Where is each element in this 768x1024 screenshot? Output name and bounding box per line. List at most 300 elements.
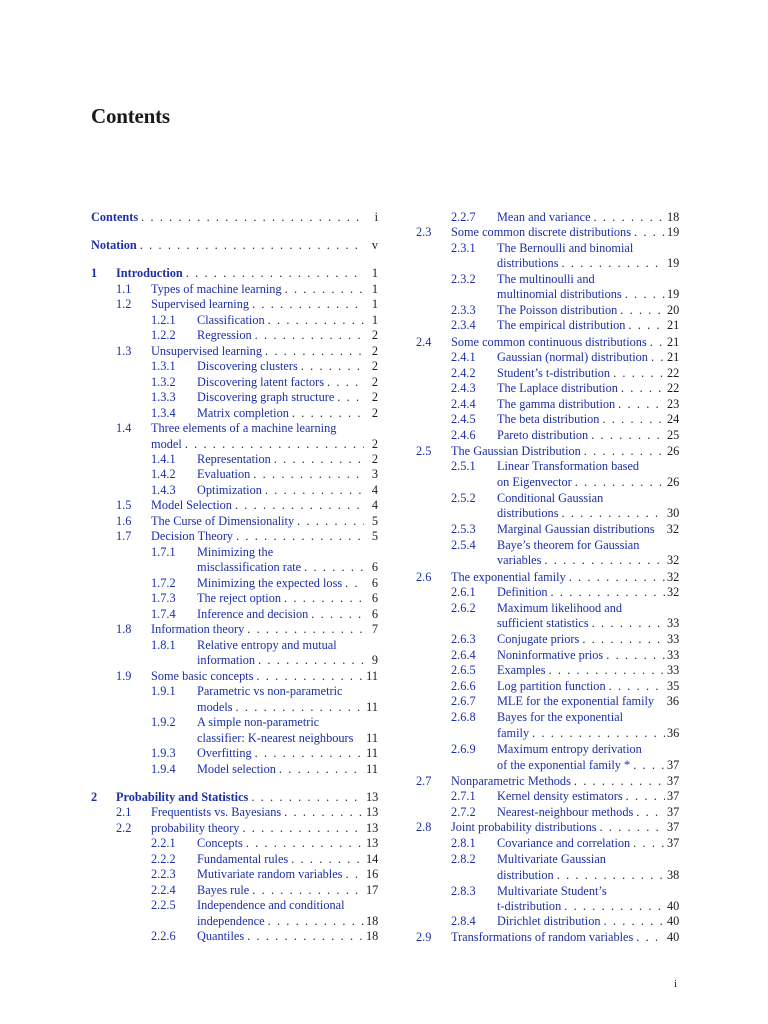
toc-entry[interactable]: [451, 819, 679, 835]
toc-entry-page[interactable]: 32: [666, 522, 679, 536]
toc-entry[interactable]: [497, 380, 679, 396]
toc-entry[interactable]: [497, 600, 679, 616]
toc-entry-title[interactable]: Noninformative prios: [497, 648, 604, 662]
toc-entry-title[interactable]: Supervised learning: [151, 297, 250, 311]
toc-entry-page[interactable]: 32: [667, 553, 679, 567]
toc-entry[interactable]: [497, 741, 679, 757]
toc-entry[interactable]: [497, 631, 679, 647]
toc-entry-number[interactable]: 1.2: [116, 297, 132, 311]
toc-entry-title[interactable]: Frequentists vs. Bayesians: [151, 805, 282, 819]
toc-entry-number[interactable]: 2.5.4: [451, 538, 476, 552]
toc-entry-number[interactable]: 2.7.2: [451, 805, 476, 819]
toc-entry-title[interactable]: probability theory: [151, 821, 240, 835]
toc-entry[interactable]: [497, 835, 679, 851]
toc-entry[interactable]: [497, 913, 679, 929]
toc-entry-number[interactable]: 2.6.1: [451, 585, 476, 599]
toc-entry[interactable]: [497, 365, 679, 381]
toc-entry-number[interactable]: 2.4.2: [451, 366, 476, 380]
toc-entry-number[interactable]: 2.8.3: [451, 884, 476, 898]
toc-entry-title[interactable]: Parametric vs non-parametric: [197, 684, 343, 698]
toc-entry[interactable]: [497, 757, 679, 773]
toc-entry-number[interactable]: 2.5: [416, 444, 432, 458]
toc-entry-page[interactable]: [665, 490, 679, 506]
toc-entry-page[interactable]: 33: [667, 663, 679, 677]
toc-entry-page[interactable]: 6: [371, 576, 378, 590]
toc-entry-page[interactable]: 1: [371, 313, 378, 327]
toc-entry[interactable]: [497, 584, 679, 600]
toc-entry-page[interactable]: 37: [667, 758, 679, 772]
toc-entry-page[interactable]: i: [374, 210, 378, 224]
toc-entry-number[interactable]: 2.5.1: [451, 459, 476, 473]
toc-entry-page[interactable]: [665, 537, 679, 553]
toc-entry-number[interactable]: 2: [91, 790, 98, 804]
toc-entry-page[interactable]: 17: [366, 883, 378, 897]
toc-entry-page[interactable]: 32: [667, 585, 679, 599]
toc-entry-number[interactable]: 2.3.3: [451, 303, 476, 317]
toc-entry-page[interactable]: 33: [667, 632, 679, 646]
toc-entry-page[interactable]: [665, 240, 679, 256]
toc-entry-title[interactable]: of the exponential family *: [497, 758, 631, 772]
toc-entry-page[interactable]: [665, 709, 679, 725]
toc-entry-page[interactable]: 36: [666, 694, 679, 708]
toc-entry[interactable]: [497, 317, 679, 333]
toc-entry[interactable]: [451, 929, 679, 945]
toc-entry-number[interactable]: 2.2.5: [151, 898, 176, 912]
toc-entry-number[interactable]: 1.4.2: [151, 467, 176, 481]
toc-entry-page[interactable]: 11: [366, 700, 378, 714]
toc-entry[interactable]: [451, 569, 679, 585]
toc-entry[interactable]: [497, 240, 679, 256]
toc-entry-number[interactable]: 2.6.4: [451, 648, 476, 662]
toc-entry-page[interactable]: 25: [667, 428, 679, 442]
toc-entry-page[interactable]: 40: [667, 930, 679, 944]
toc-entry-page[interactable]: 6: [371, 591, 378, 605]
toc-entry-title[interactable]: Gaussian (normal) distribution: [497, 350, 648, 364]
toc-entry-page[interactable]: 21: [667, 335, 679, 349]
toc-entry-number[interactable]: 1.6: [116, 514, 132, 528]
toc-entry-title[interactable]: Contents: [91, 210, 139, 224]
toc-entry-page[interactable]: 11: [366, 731, 378, 745]
toc-entry-title[interactable]: The reject option: [197, 591, 281, 605]
toc-entry-title[interactable]: The multinoulli and: [497, 272, 595, 286]
toc-entry-title[interactable]: The Gaussian Distribution: [451, 444, 581, 458]
toc-entry-page[interactable]: [665, 851, 679, 867]
toc-entry-page[interactable]: 2: [371, 328, 378, 342]
toc-entry-number[interactable]: 2.6.8: [451, 710, 476, 724]
toc-entry-number[interactable]: 1.3.3: [151, 390, 176, 404]
toc-entry-page[interactable]: 32: [667, 570, 679, 584]
toc-entry-title[interactable]: misclassification rate: [197, 560, 302, 574]
toc-entry[interactable]: [451, 224, 679, 240]
toc-entry-title[interactable]: Decision Theory: [151, 529, 234, 543]
toc-entry-number[interactable]: 2.2: [116, 821, 132, 835]
toc-entry-number[interactable]: 2.9: [416, 930, 432, 944]
toc-entry-page[interactable]: 20: [667, 303, 679, 317]
toc-entry-title[interactable]: Pareto distribution: [497, 428, 589, 442]
toc-entry-number[interactable]: 2.2.6: [151, 929, 176, 943]
toc-entry-title[interactable]: MLE for the exponential family: [497, 694, 655, 708]
toc-entry-number[interactable]: 1.7.4: [151, 607, 176, 621]
toc-entry-number[interactable]: 2.4.3: [451, 381, 476, 395]
toc-entry-title[interactable]: The Curse of Dimensionality: [151, 514, 295, 528]
toc-entry-page[interactable]: v: [371, 238, 378, 252]
toc-entry[interactable]: [497, 804, 679, 820]
toc-entry-page[interactable]: 30: [667, 506, 679, 520]
toc-entry-page[interactable]: 5: [371, 514, 378, 528]
toc-entry-page[interactable]: 26: [667, 475, 679, 489]
toc-entry-page[interactable]: 4: [371, 483, 378, 497]
toc-entry-title[interactable]: Minimizing the expected loss: [197, 576, 343, 590]
toc-entry-number[interactable]: 1.1: [116, 282, 132, 296]
toc-entry-title[interactable]: Examples: [497, 663, 546, 677]
toc-entry-number[interactable]: 2.3.2: [451, 272, 476, 286]
toc-entry-title[interactable]: Introduction: [116, 266, 183, 280]
toc-entry-number[interactable]: 2.5.3: [451, 522, 476, 536]
toc-entry-page[interactable]: 13: [366, 836, 378, 850]
toc-entry[interactable]: [497, 490, 679, 506]
toc-entry-number[interactable]: 1.9: [116, 669, 132, 683]
toc-entry-title[interactable]: Multivariate Gaussian: [497, 852, 606, 866]
toc-entry-title[interactable]: A simple non-parametric: [197, 715, 320, 729]
toc-entry-page[interactable]: 21: [667, 350, 679, 364]
toc-entry-title[interactable]: Linear Transformation based: [497, 459, 640, 473]
toc-entry-page[interactable]: 37: [667, 789, 679, 803]
toc-entry-page[interactable]: 9: [371, 653, 378, 667]
toc-entry-title[interactable]: distribution: [497, 868, 554, 882]
toc-entry-page[interactable]: 4: [371, 498, 378, 512]
toc-entry-number[interactable]: 2.1: [116, 805, 132, 819]
toc-entry-title[interactable]: Transformations of random variables: [451, 930, 634, 944]
toc-entry-title[interactable]: Maximum entropy derivation: [497, 742, 642, 756]
toc-entry-number[interactable]: 2.4: [416, 335, 432, 349]
toc-entry-page[interactable]: 1: [371, 266, 378, 280]
toc-entry[interactable]: [497, 302, 679, 318]
toc-entry-number[interactable]: 1.3.1: [151, 359, 176, 373]
toc-entry-title[interactable]: The Poisson distribution: [497, 303, 618, 317]
toc-entry-page[interactable]: 6: [371, 607, 378, 621]
toc-entry-number[interactable]: 2.3.4: [451, 318, 476, 332]
toc-entry-page[interactable]: 2: [371, 375, 378, 389]
toc-entry-number[interactable]: 2.8.4: [451, 914, 476, 928]
toc-entry-title[interactable]: Some common continuous distributions: [451, 335, 647, 349]
toc-entry-title[interactable]: information: [197, 653, 256, 667]
toc-entry-title[interactable]: Covariance and correlation: [497, 836, 631, 850]
toc-entry-page[interactable]: 37: [667, 805, 679, 819]
toc-entry-page[interactable]: 36: [667, 726, 679, 740]
toc-entry-page[interactable]: 11: [366, 669, 378, 683]
toc-entry-page[interactable]: 19: [667, 256, 679, 270]
toc-entry-number[interactable]: 1.4: [116, 421, 132, 435]
toc-entry[interactable]: [497, 521, 679, 537]
toc-entry[interactable]: [497, 647, 679, 663]
toc-entry[interactable]: [497, 458, 679, 474]
toc-entry-page[interactable]: 26: [667, 444, 679, 458]
toc-entry-number[interactable]: 2.4.1: [451, 350, 476, 364]
toc-entry-page[interactable]: 19: [667, 225, 679, 239]
toc-entry-number[interactable]: 1.9.2: [151, 715, 176, 729]
toc-entry-number[interactable]: 2.2.3: [151, 867, 176, 881]
toc-entry-page[interactable]: 38: [667, 868, 679, 882]
toc-entry-title[interactable]: Discovering clusters: [197, 359, 298, 373]
toc-entry-number[interactable]: 1: [91, 266, 98, 280]
toc-entry-title[interactable]: Marginal Gaussian distributions: [497, 522, 655, 536]
toc-entry[interactable]: [451, 334, 679, 350]
toc-entry-title[interactable]: model: [151, 437, 182, 451]
toc-entry-page[interactable]: 37: [667, 836, 679, 850]
toc-entry-title[interactable]: Unsupervised learning: [151, 344, 262, 358]
toc-entry-number[interactable]: 1.4.1: [151, 452, 176, 466]
toc-entry-title[interactable]: Probability and Statistics: [116, 790, 249, 804]
toc-entry-title[interactable]: distributions: [497, 506, 559, 520]
toc-entry-title[interactable]: Model selection: [197, 762, 276, 776]
toc-entry-title[interactable]: Baye’s theorem for Gaussian: [497, 538, 640, 552]
toc-entry[interactable]: [497, 851, 679, 867]
toc-entry-number[interactable]: 2.2.4: [151, 883, 176, 897]
toc-entry[interactable]: [497, 615, 679, 631]
toc-entry-title[interactable]: The beta distribution: [497, 412, 600, 426]
toc-entry-page[interactable]: 2: [371, 390, 378, 404]
toc-entry-number[interactable]: 1.8.1: [151, 638, 176, 652]
toc-entry-number[interactable]: 2.8.1: [451, 836, 476, 850]
toc-entry-page[interactable]: 11: [366, 746, 378, 760]
toc-entry-page[interactable]: 7: [371, 622, 378, 636]
toc-entry-title[interactable]: Bayes for the exponential: [497, 710, 624, 724]
toc-entry[interactable]: [497, 349, 679, 365]
toc-entry-title[interactable]: sufficient statistics: [497, 616, 589, 630]
toc-entry-title[interactable]: Optimization: [197, 483, 262, 497]
toc-entry-title[interactable]: Conditional Gaussian: [497, 491, 604, 505]
toc-entry-title[interactable]: Classification: [197, 313, 265, 327]
toc-entry-page[interactable]: 2: [371, 344, 378, 358]
toc-entry-number[interactable]: 1.9.4: [151, 762, 176, 776]
toc-entry[interactable]: [497, 427, 679, 443]
toc-entry-page[interactable]: 16: [366, 867, 378, 881]
toc-entry-number[interactable]: 1.3.4: [151, 406, 176, 420]
toc-entry-page[interactable]: 6: [371, 560, 378, 574]
toc-entry-title[interactable]: Concepts: [197, 836, 243, 850]
toc-entry-page[interactable]: 37: [667, 774, 679, 788]
toc-entry-number[interactable]: 2.4.6: [451, 428, 476, 442]
toc-entry-title[interactable]: The Bernoulli and binomial: [497, 241, 634, 255]
toc-entry[interactable]: [497, 693, 679, 709]
toc-entry[interactable]: [497, 396, 679, 412]
toc-entry-number[interactable]: 2.4.5: [451, 412, 476, 426]
toc-entry-number[interactable]: 2.8.2: [451, 852, 476, 866]
toc-entry[interactable]: [497, 411, 679, 427]
toc-entry-number[interactable]: 1.7.2: [151, 576, 176, 590]
toc-entry-number[interactable]: 1.8: [116, 622, 132, 636]
toc-entry-number[interactable]: 2.2.7: [451, 210, 476, 224]
toc-entry-number[interactable]: 2.4.4: [451, 397, 476, 411]
toc-entry-title[interactable]: Some basic concepts: [151, 669, 254, 683]
toc-entry-title[interactable]: Types of machine learning: [151, 282, 282, 296]
toc-entry-number[interactable]: 1.4.3: [151, 483, 176, 497]
toc-entry-number[interactable]: 2.3: [416, 225, 432, 239]
toc-entry-title[interactable]: Model Selection: [151, 498, 232, 512]
toc-entry[interactable]: [497, 725, 679, 741]
toc-entry-title[interactable]: Notation: [91, 238, 137, 252]
toc-entry-number[interactable]: 2.2.2: [151, 852, 176, 866]
toc-entry-title[interactable]: classifier: K-nearest neighbours: [197, 731, 354, 745]
toc-entry-page[interactable]: 40: [667, 914, 679, 928]
toc-entry-title[interactable]: Kernel density estimators: [497, 789, 623, 803]
toc-entry-number[interactable]: 1.2.2: [151, 328, 176, 342]
toc-entry-page[interactable]: [665, 883, 679, 899]
toc-entry-page[interactable]: 37: [667, 820, 679, 834]
toc-entry-page[interactable]: 23: [667, 397, 679, 411]
toc-entry-number[interactable]: 2.6.9: [451, 742, 476, 756]
toc-entry-title[interactable]: Student’s t-distribution: [497, 366, 611, 380]
toc-leader-dots: [615, 396, 665, 412]
toc-entry-number[interactable]: 1.2.1: [151, 313, 176, 327]
toc-entry-number[interactable]: 2.6.3: [451, 632, 476, 646]
toc-entry-number[interactable]: 2.6.7: [451, 694, 476, 708]
toc-entry-title[interactable]: Discovering latent factors: [197, 375, 325, 389]
toc-entry-title[interactable]: Regression: [197, 328, 252, 342]
toc-entry-page[interactable]: 18: [366, 914, 378, 928]
toc-entry[interactable]: [497, 867, 679, 883]
toc-entry-page[interactable]: 19: [667, 287, 679, 301]
toc-entry-title[interactable]: family: [497, 726, 530, 740]
toc-entry-title[interactable]: t-distribution: [497, 899, 562, 913]
toc-entry-page[interactable]: [665, 741, 679, 757]
toc-entry-number[interactable]: 1.3: [116, 344, 132, 358]
toc-entry-page[interactable]: 1: [371, 297, 378, 311]
toc-entry-title[interactable]: Discovering graph structure: [197, 390, 335, 404]
toc-entry-page[interactable]: 35: [667, 679, 679, 693]
toc-entry-title[interactable]: models: [197, 700, 233, 714]
toc-entry-page[interactable]: 13: [366, 821, 378, 835]
toc-entry-title[interactable]: Overfitting: [197, 746, 252, 760]
toc-entry-number[interactable]: 2.8: [416, 820, 432, 834]
toc-entry-title[interactable]: Evaluation: [197, 467, 251, 481]
toc-entry-title[interactable]: Three elements of a machine learning: [151, 421, 337, 435]
toc-entry-number[interactable]: 1.9.1: [151, 684, 176, 698]
toc-entry-page[interactable]: 3: [371, 467, 378, 481]
toc-entry[interactable]: [497, 552, 679, 568]
toc-entry-title[interactable]: multinomial distributions: [497, 287, 622, 301]
toc-entry-number[interactable]: 2.6.5: [451, 663, 476, 677]
toc-entry-title[interactable]: Joint probability distributions: [451, 820, 597, 834]
toc-entry-title[interactable]: The Laplace distribution: [497, 381, 618, 395]
toc-entry-title[interactable]: variables: [497, 553, 542, 567]
toc-entry-number[interactable]: 1.9.3: [151, 746, 176, 760]
toc-entry-number[interactable]: 2.6.2: [451, 601, 476, 615]
toc-entry[interactable]: [497, 255, 679, 271]
toc-entry-page[interactable]: 40: [667, 899, 679, 913]
toc-entry-title[interactable]: Log partition function: [497, 679, 606, 693]
toc-entry-title[interactable]: Inference and decision: [197, 607, 309, 621]
toc-entry[interactable]: [451, 443, 679, 459]
toc-entry-page[interactable]: 33: [667, 648, 679, 662]
toc-entry-page[interactable]: 33: [667, 616, 679, 630]
toc-entry[interactable]: [497, 662, 679, 678]
toc-entry-page[interactable]: [665, 271, 679, 287]
toc-entry[interactable]: [497, 286, 679, 302]
toc-entry[interactable]: [497, 883, 679, 899]
toc-entry-number[interactable]: 1.7: [116, 529, 132, 543]
toc-entry-title[interactable]: Representation: [197, 452, 271, 466]
toc-entry-title[interactable]: Mutivariate random variables: [197, 867, 343, 881]
toc-entry[interactable]: [497, 537, 679, 553]
toc-entry-page[interactable]: 2: [371, 406, 378, 420]
toc-entry-title[interactable]: Independence and conditional: [197, 898, 345, 912]
toc-entry-number[interactable]: 2.5.2: [451, 491, 476, 505]
toc-entry-page[interactable]: 22: [667, 381, 679, 395]
toc-entry-title[interactable]: Quantiles: [197, 929, 245, 943]
toc-entry-title[interactable]: Matrix completion: [197, 406, 289, 420]
toc-entry-page[interactable]: [665, 600, 679, 616]
toc-entry-title[interactable]: Minimizing the: [197, 545, 274, 559]
toc-entry-title[interactable]: distributions: [497, 256, 559, 270]
toc-entry-number[interactable]: 2.2.1: [151, 836, 176, 850]
toc-entry-title[interactable]: Bayes rule: [197, 883, 250, 897]
toc-entry[interactable]: [497, 709, 679, 725]
toc-entry-page[interactable]: 24: [667, 412, 679, 426]
toc-entry[interactable]: [497, 788, 679, 804]
toc-entry-number[interactable]: 2.7.1: [451, 789, 476, 803]
toc-entry-title[interactable]: Conjugate priors: [497, 632, 580, 646]
toc-entry-title[interactable]: Multivariate Student’s: [497, 884, 607, 898]
toc-entry-page[interactable]: 18: [366, 929, 378, 943]
toc-entry-page[interactable]: 22: [667, 366, 679, 380]
toc-entry-page[interactable]: 2: [371, 452, 378, 466]
toc-entry-title[interactable]: The exponential family: [451, 570, 566, 584]
toc-entry-title[interactable]: Fundamental rules: [197, 852, 289, 866]
toc-entry[interactable]: [497, 474, 679, 490]
toc-entry-title[interactable]: Maximum likelihood and: [497, 601, 623, 615]
toc-entry[interactable]: [497, 898, 679, 914]
toc-entry-page[interactable]: 5: [371, 529, 378, 543]
toc-entry-title[interactable]: independence: [197, 914, 265, 928]
toc-entry-number[interactable]: 2.3.1: [451, 241, 476, 255]
toc-entry-page[interactable]: 21: [667, 318, 679, 332]
toc-entry-title[interactable]: Mean and variance: [497, 210, 591, 224]
toc-entry-page[interactable]: 1: [371, 282, 378, 296]
toc-entry-number[interactable]: 2.7: [416, 774, 432, 788]
toc-entry-page[interactable]: 11: [366, 762, 378, 776]
toc-entry[interactable]: [451, 773, 679, 789]
toc-entry-page[interactable]: 2: [371, 359, 378, 373]
toc-entry-title[interactable]: Relative entropy and mutual: [197, 638, 337, 652]
toc-entry-page[interactable]: 2: [371, 437, 378, 451]
toc-entry-page[interactable]: 14: [366, 852, 378, 866]
toc-entry-number[interactable]: 2.6: [416, 570, 432, 584]
toc-entry-title[interactable]: Information theory: [151, 622, 245, 636]
toc-entry-title[interactable]: on Eigenvector: [497, 475, 572, 489]
toc-entry-page[interactable]: 13: [366, 805, 378, 819]
toc-entry-title[interactable]: The gamma distribution: [497, 397, 616, 411]
toc-entry-page[interactable]: 18: [667, 210, 679, 224]
toc-entry-title[interactable]: Dirichlet distribution: [497, 914, 601, 928]
toc-entry-page[interactable]: 13: [366, 790, 378, 804]
toc-entry-title[interactable]: Nearest-neighbour methods: [497, 805, 634, 819]
toc-entry[interactable]: [497, 271, 679, 287]
toc-entry-number[interactable]: 1.3.2: [151, 375, 176, 389]
toc-entry-number[interactable]: 1.7.3: [151, 591, 176, 605]
toc-entry-title[interactable]: Definition: [497, 585, 548, 599]
toc-entry-title[interactable]: The empirical distribution: [497, 318, 626, 332]
toc-entry-title[interactable]: Nonparametric Methods: [451, 774, 571, 788]
toc-entry-number[interactable]: 2.6.6: [451, 679, 476, 693]
toc-entry-page[interactable]: [665, 458, 679, 474]
toc-entry-title[interactable]: Some common discrete distributions: [451, 225, 631, 239]
toc-entry[interactable]: [497, 505, 679, 521]
toc-entry[interactable]: [497, 209, 679, 225]
toc-entry-number[interactable]: 1.5: [116, 498, 132, 512]
toc-entry[interactable]: [497, 678, 679, 694]
toc-entry-number[interactable]: 1.7.1: [151, 545, 176, 559]
